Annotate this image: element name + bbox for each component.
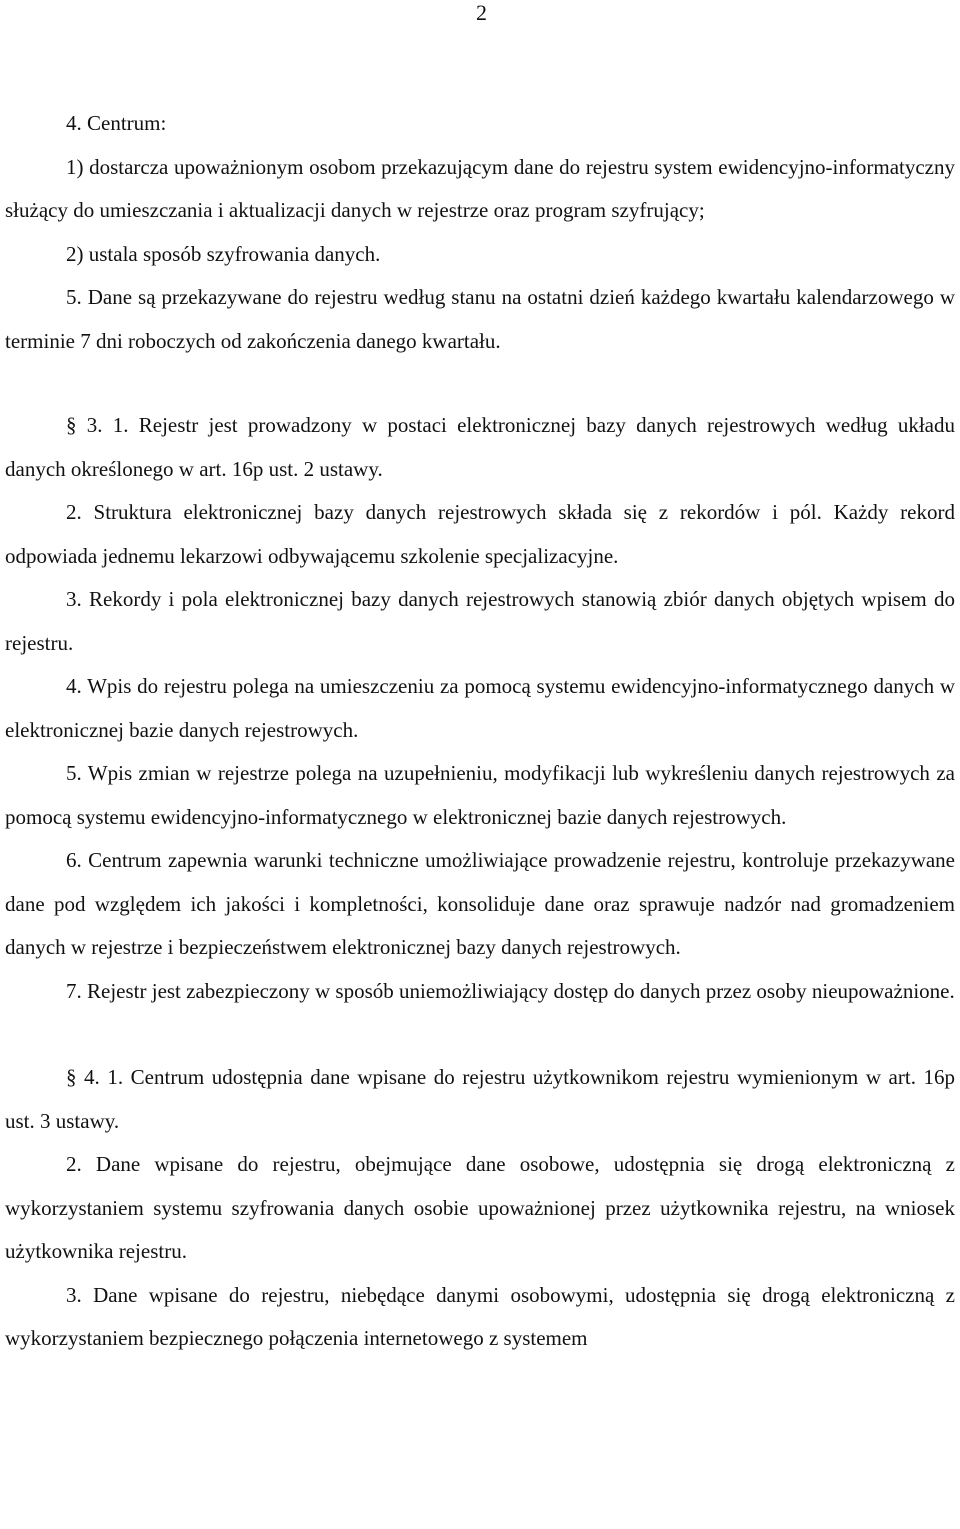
paragraph-point-1: 1) dostarcza upoważnionym osobom przekazującym dane do rejestru system ewidencyjno-informatyczny służący do umieszczania i aktualizacji danych w rejestrze oraz program szyfrujący; [5,154,955,222]
paragraph-par3-5: 5. Wpis zmian w rejestrze polega na uzupełnieniu, modyfikacji lub wykreśleniu danych rejestrowych za pomocą systemu ewidencyjno-informatycznego w elektronicznej bazie danych rejestrowych. [5,761,955,829]
paragraph-section-4: 4. Centrum: [66,111,167,135]
paragraph-par3-2: 2. Struktura elektronicznej bazy danych rejestrowych składa się z rekordów i pól. Każdy rekord odpowiada jednemu lekarzowi odbywającemu szkolenie specjalizacyjne. [5,500,955,568]
spacer [5,363,955,404]
page-number: 2 [476,0,487,25]
paragraph-par4-3: 3. Dane wpisane do rejestru, niebędące danymi osobowymi, udostępnia się drogą elektroniczną z wykorzystaniem bezpiecznego połączenia internetowego z systemem [5,1282,955,1350]
document-body [5,102,955,1361]
paragraph-par3-1: § 3. 1. Rejestr jest prowadzony w postaci elektronicznej bazy danych rejestrowych według układu danych określonego w art. 16p ust. 2 ustawy. [5,413,955,481]
paragraph-par3-7: 7. Rejestr jest zabezpieczony w sposób uniemożliwiający dostęp do danych przez osoby nieupoważnione. [66,978,955,1003]
paragraph-par3-6: 6. Centrum zapewnia warunki techniczne umożliwiające prowadzenie rejestru, kontroluje przekazywane dane pod względem ich jakości i kompletności, konsoliduje dane oraz sprawuje nadzór nad gromadzeniem danych w rejestrze i bezpieczeństwem elektronicznej bazy danych rejestrowych. [5,848,955,959]
paragraph-par4-2: 2. Dane wpisane do rejestru, obejmujące dane osobowe, udostępnia się drogą elektroniczną z wykorzystaniem systemu szyfrowania danych osobie upoważnionej przez użytkownika rejestru, na wniosek użytkownika rejestru. [5,1152,955,1263]
paragraph-par3-4: 4. Wpis do rejestru polega na umieszczeniu za pomocą systemu ewidencyjno-informatycznego danych w elektronicznej bazie danych rejestrowych. [5,674,955,742]
spacer [5,1013,955,1056]
paragraph-par4-1: § 4. 1. Centrum udostępnia dane wpisane do rejestru użytkownikom rejestru wymienionym w art. 16p ust. 3 ustawy. [5,1065,955,1133]
paragraph-par3-3: 3. Rekordy i pola elektronicznej bazy danych rejestrowych stanowią zbiór danych objętych wpisem do rejestru. [5,587,955,655]
paragraph-point-2: 2) ustala sposób szyfrowania danych. [66,241,381,266]
paragraph-section-5: 5. Dane są przekazywane do rejestru według stanu na ostatni dzień każdego kwartału kalendarzowego w terminie 7 dni roboczych od zakończenia danego kwartału. [5,285,955,353]
